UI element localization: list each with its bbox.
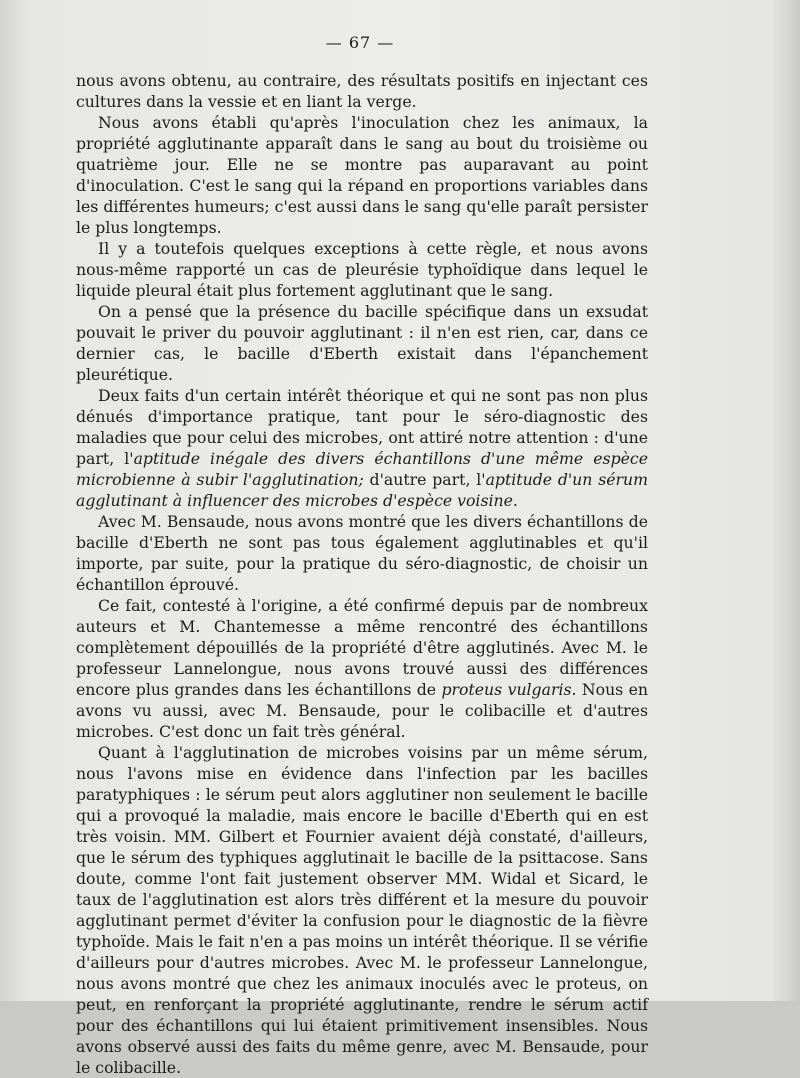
paragraph-text: d'autre part, l' bbox=[363, 470, 486, 489]
italic-phrase: aptitude inégale des divers échantillons d'une même espèce microbienne à subir l'agglutination; bbox=[76, 449, 648, 489]
paragraph-continuation: nous avons obtenu, au contraire, des résultats positifs en injectant ces cultures dans la vessie et en liant la verge. bbox=[76, 71, 648, 111]
paragraph: Nous avons établi qu'après l'inoculation chez les animaux, la propriété agglutinante apparaît dans le sang au bout du troisième ou quatrième jour. Elle ne se montre pas auparavant au point d'inoculation. C'est le sang qui la répand en proportions variables dans les différentes humeurs; c'est aussi dans le sang qu'elle paraît persister le plus longtemps. bbox=[76, 113, 648, 237]
italic-phrase: proteus vulgaris. bbox=[441, 680, 577, 699]
body-text bbox=[76, 70, 648, 1078]
page-number: — 67 — bbox=[325, 33, 395, 52]
paragraph: On a pensé que la présence du bacille spécifique dans un exsudat pouvait le priver du pouvoir agglutinant : il n'en est rien, car, dans ce dernier cas, le bacille d'Eberth existait dans l'épanchement pleurétique. bbox=[76, 302, 648, 384]
paragraph: Quant à l'agglutination de microbes voisins par un même sérum, nous l'avons mise en évidence dans l'infection par les bacilles paratyphiques : le sérum peut alors agglutiner non seulement le bacille qui a provoqué la maladie, mais encore le bacille d'Eberth qui en est très voisin. MM. Gilbert et Fournier avaient déjà constaté, d'ailleurs, que le sérum des typhiques agglutinait le bacille de la psittacose. Sans doute, comme l'ont fait justement observer MM. Widal et Sicard, le taux de l'agglutination est alors très différent et la mesure du pouvoir agglutinant permet d'éviter la confusion pour le diagnostic de la fièvre typhoïde. Mais le fait n'en a pas moins un intérêt théorique. Il se vérifie d'ailleurs pour d'autres microbes. Avec M. le professeur Lannelongue, nous avons montré que chez les animaux inoculés avec le proteus, on peut, en renforçant la propriété agglutinante, rendre le sérum actif pour des échantillons qui lui étaient primitivement insensibles. Nous avons observé aussi des faits du même genre, avec M. Bensaude, pour le colibacille. bbox=[76, 743, 648, 1077]
paragraph-with-italics bbox=[76, 595, 648, 742]
paragraph: Avec M. Bensaude, nous avons montré que les divers échantillons de bacille d'Eberth ne sont pas tous également agglutinables et qu'il importe, par suite, pour la pratique du séro-diagnostic, de choisir un échantillon éprouvé. bbox=[76, 512, 648, 594]
paragraph-with-italics bbox=[76, 385, 648, 511]
paragraph: Il y a toutefois quelques exceptions à cette règle, et nous avons nous-même rapporté un cas de pleurésie typhoïdique dans lequel le liquide pleural était plus fortement agglutinant que le sang. bbox=[76, 239, 648, 300]
paragraph-text: Nous en avons vu aussi, avec M. Bensaude, pour le colibacille et d'autres microbes. C'est donc un fait très général. bbox=[76, 680, 648, 741]
italic-phrase: aptitude d'un sérum agglutinant à influencer des microbes d'espèce voisine. bbox=[76, 470, 649, 510]
paragraph-text: Ce fait, contesté à l'origine, a été confirmé depuis par de nombreux auteurs et M. Chantemesse a même rencontré des échantillons complètement dépouillés de la propriété d'être agglutinés. Avec M. le professeur Lannelongue, nous avons trouvé aussi des différences encore plus grandes dans les échantillons de bbox=[76, 596, 648, 699]
paragraph-text: Deux faits d'un certain intérêt théorique et qui ne sont pas non plus dénués d'importance pratique, tant pour le séro-diagnostic des maladies que pour celui des microbes, ont attiré notre attention : d'une part, l' bbox=[76, 386, 648, 468]
